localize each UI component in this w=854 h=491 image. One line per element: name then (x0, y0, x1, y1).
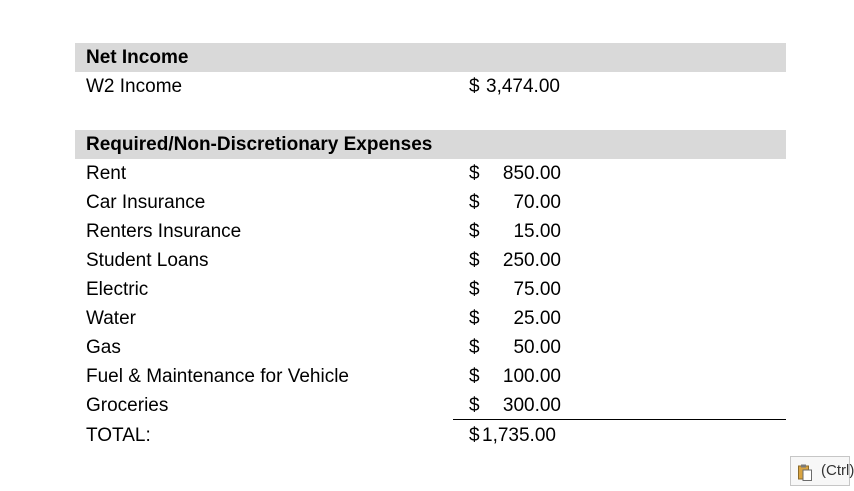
expense-label: Fuel & Maintenance for Vehicle (86, 366, 349, 387)
expense-value: 75.00 (513, 279, 561, 300)
budget-table (75, 43, 786, 450)
currency-symbol: $ (469, 337, 480, 358)
total-value: 1,735.00 (482, 425, 556, 446)
clipboard-icon (798, 463, 812, 480)
expense-value: 250.00 (502, 250, 561, 271)
blank-row[interactable] (75, 101, 786, 130)
expense-label: Renters Insurance (86, 221, 242, 242)
expense-label: Water (86, 308, 136, 329)
expense-row-gas[interactable] (75, 333, 786, 362)
expense-row-electric[interactable] (75, 275, 786, 304)
currency-symbol: $ (469, 163, 480, 184)
currency-symbol: $ (469, 279, 480, 300)
currency-symbol: $ (469, 425, 480, 446)
expense-value: 50.00 (513, 337, 561, 358)
net-income-header-row[interactable] (75, 43, 786, 72)
expense-row-student-loans[interactable] (75, 246, 786, 275)
expense-value: 25.00 (513, 308, 561, 329)
net-income-header: Net Income (86, 47, 189, 68)
expense-row-renters-insurance[interactable] (75, 217, 786, 246)
expense-value: 15.00 (513, 221, 561, 242)
expense-value: 300.00 (502, 395, 561, 416)
expense-label: Student Loans (86, 250, 209, 271)
expense-value: 70.00 (513, 192, 561, 213)
expense-row-water[interactable] (75, 304, 786, 333)
expense-label: Groceries (86, 395, 169, 416)
expenses-header: Required/Non-Discretionary Expenses (86, 134, 433, 155)
income-label: W2 Income (86, 76, 183, 97)
currency-symbol: $ (469, 221, 480, 242)
expense-row-fuel-maintenance[interactable] (75, 362, 786, 391)
total-border-line (453, 419, 786, 420)
expenses-header-row[interactable] (75, 130, 786, 159)
expense-label: Car Insurance (86, 192, 206, 213)
expense-row-groceries[interactable] (75, 391, 786, 420)
expense-value: 850.00 (502, 163, 561, 184)
total-row[interactable] (75, 421, 786, 450)
currency-symbol: $ (469, 366, 480, 387)
total-label: TOTAL: (86, 425, 151, 446)
income-row-w2[interactable] (75, 72, 786, 101)
currency-symbol: $ (469, 395, 480, 416)
currency-symbol: $ (469, 192, 480, 213)
expense-row-car-insurance[interactable] (75, 188, 786, 217)
currency-symbol: $ (469, 76, 480, 97)
expense-row-rent[interactable] (75, 159, 786, 188)
currency-symbol: $ (469, 250, 480, 271)
expense-value: 100.00 (502, 366, 561, 387)
income-value: 3,474.00 (486, 76, 560, 97)
paste-options-label: (Ctrl) (821, 462, 854, 479)
paste-options-button[interactable] (790, 456, 854, 486)
expense-label: Rent (86, 163, 127, 184)
expense-label: Gas (86, 337, 121, 358)
currency-symbol: $ (469, 308, 480, 329)
expense-label: Electric (86, 279, 149, 300)
